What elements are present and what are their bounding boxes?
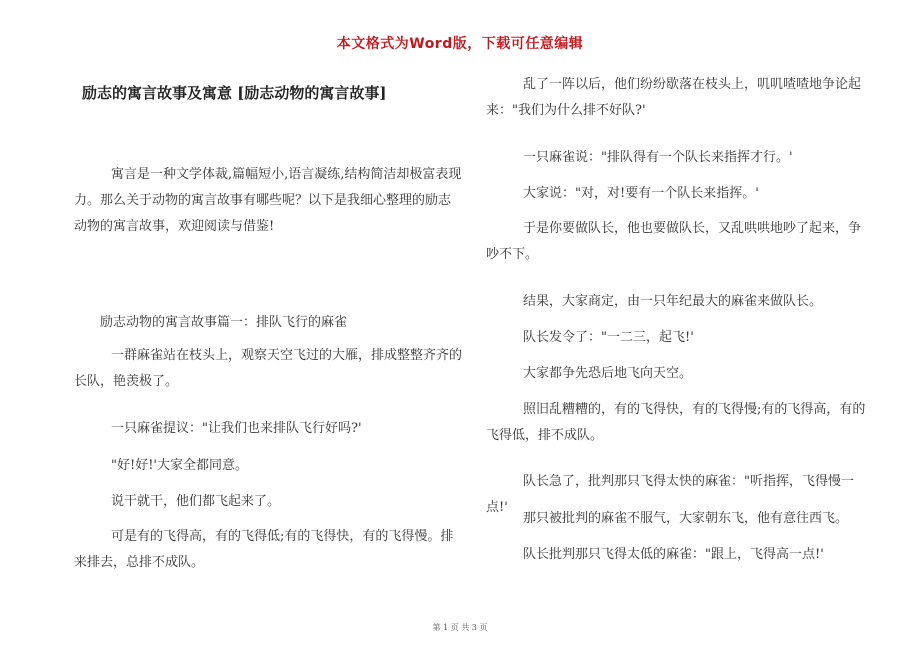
right-paragraph-3: 大家说："对，对!要有一个队长来指挥。' [523, 186, 759, 201]
format-banner: 本文格式为Word版，下载可任意编辑 [336, 36, 584, 52]
left-paragraph-3: "好!好!'大家全都同意。 [111, 458, 249, 473]
left-paragraph-1: 一群麻雀站在枝头上，观察天空飞过的大雁，排成整整齐齐的长队，艳羡极了。 [74, 348, 463, 389]
right-paragraph-6: 队长发令了："一二三，起飞!' [523, 330, 694, 345]
right-paragraph-7: 大家都争先恐后地飞向天空。 [523, 366, 693, 381]
right-paragraph-5: 结果，大家商定，由一只年纪最大的麻雀来做队长。 [523, 294, 823, 309]
right-paragraph-1: 乱了一阵以后，他们纷纷歇落在枝头上，叽叽喳喳地争论起来："我们为什么排不好队?' [486, 77, 862, 118]
left-paragraph-4: 说干就干，他们都飞起来了。 [111, 494, 281, 509]
left-paragraph-2: 一只麻雀提议："让我们也来排队飞行好吗?' [111, 421, 362, 436]
document-title: 励志的寓言故事及寓意 [励志动物的寓言故事] [82, 84, 387, 102]
right-paragraph-9: 队长急了，批判那只飞得太快的麻雀："听指挥，飞得慢一点!' [486, 474, 854, 515]
right-paragraph-2: 一只麻雀说："排队得有一个队长来指挥才行。' [523, 150, 793, 165]
intro-paragraph: 寓言是一种文学体裁,篇幅短小,语言凝练,结构简洁却极富表现力。那么关于动物的寓言故事有哪些呢？以下是我细心整理的励志动物的寓言故事，欢迎阅读与借鉴! [74, 167, 462, 234]
right-paragraph-11: 队长批判那只飞得太低的麻雀："跟上，飞得高一点!' [523, 547, 824, 562]
right-paragraph-10: 那只被批判的麻雀不服气，大家朝东飞，他有意往西飞。 [523, 511, 849, 526]
page-number: 第 1 页 共 3 页 [432, 623, 488, 632]
left-paragraph-5: 可是有的飞得高，有的飞得低;有的飞得快，有的飞得慢。排来排去，总排不成队。 [74, 529, 454, 570]
right-paragraph-4: 于是你要做队长，他也要做队长，又乱哄哄地吵了起来，争吵不下。 [486, 221, 862, 262]
story-heading: 励志动物的寓言故事篇一：排队飞行的麻雀 [100, 315, 348, 330]
right-paragraph-8: 照旧乱糟糟的，有的飞得快，有的飞得慢;有的飞得高，有的飞得低，排不成队。 [486, 402, 866, 443]
